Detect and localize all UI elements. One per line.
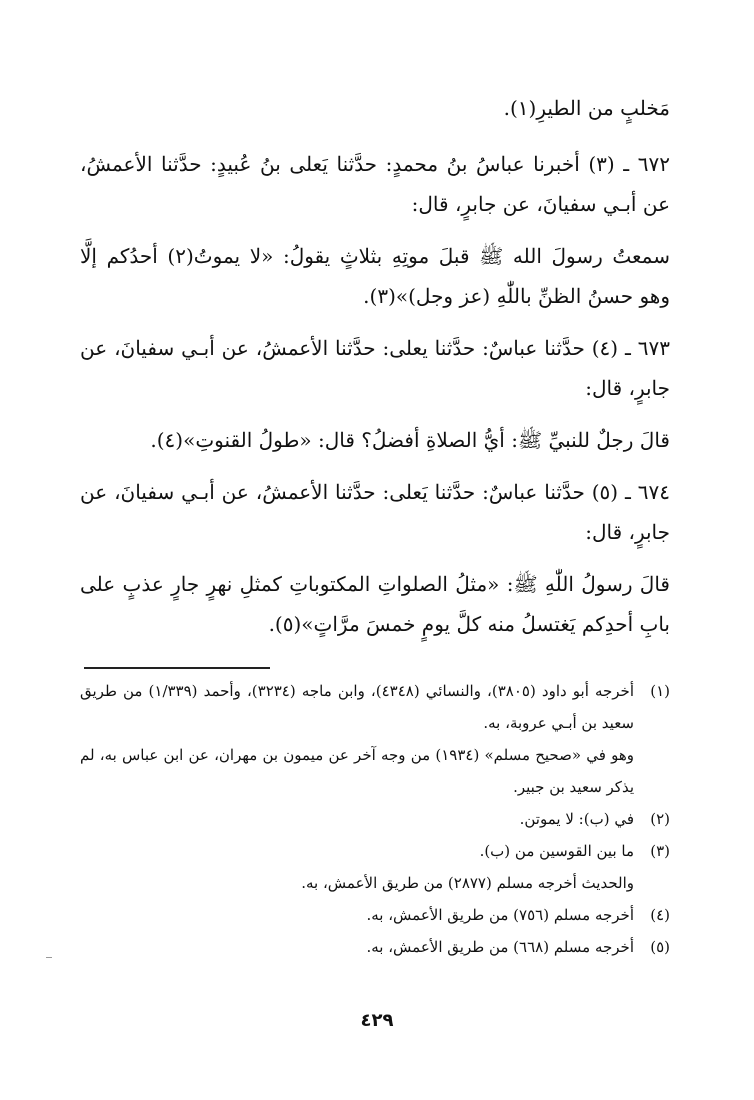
hadith-672-chain: ٦٧٢ ـ (٣) أخبرنا عباسُ بنُ محمدٍ: حدَّثنا يَعلى بنُ عُبيدٍ: حدَّثنا الأعمشُ، عن أبـي سفيانَ، عن جابرٍ، قال: <box>80 152 670 216</box>
hadith-673-text: قالَ رجلٌ للنبيِّ ﷺ: أيُّ الصلاةِ أفضلُ؟ قال: «طولُ القنوتِ»(٤). <box>150 428 670 452</box>
footnote-4 <box>80 899 670 931</box>
footnote-2 <box>80 803 670 835</box>
footnote-3 <box>80 835 670 867</box>
hadith-672-text: سمعتُ رسولَ الله ﷺ قبلَ موتِهِ بثلاثٍ يقولُ: «لا يموتُ(٢) أحدُكم إلَّا وهو حسنُ الظنِّ باللّٰهِ (عز وجل)»(٣). <box>80 244 671 308</box>
footnote-3-continuation: والحديث أخرجه مسلم (٢٨٧٧) من طريق الأعمش، به. <box>301 874 634 892</box>
footnote-number: (١) <box>650 682 670 700</box>
footnote-1-continuation: وهو في «صحيح مسلم» (١٩٣٤) من وجه آخر عن ميمون بن مهران، عن ابن عباس به، لم يذكر سعيد بن جبير. <box>80 746 634 796</box>
footnotes-section <box>80 675 670 963</box>
footnote-5 <box>80 931 670 963</box>
main-text <box>80 88 670 656</box>
hadith-674-text: قالَ رسولُ اللّٰهِ ﷺ: «مثلُ الصلواتِ المكتوباتِ كمثلِ نهرٍ جارٍ عذبٍ على بابِ أحدِكم يَغتسلُ منه كلَّ يومٍ خمسَ مرَّاتٍ»(٥). <box>80 572 670 636</box>
page-number: ٤٢٩ <box>360 1010 394 1031</box>
footnote-number: (٥) <box>650 938 670 956</box>
footnote-number: (٢) <box>650 810 670 828</box>
footnote-divider <box>84 667 270 669</box>
footnote-text: أخرجه مسلم (٦٦٨) من طريق الأعمش، به. <box>366 938 634 956</box>
hadith-673-chain: ٦٧٣ ـ (٤) حدَّثنا عباسٌ: حدَّثنا يعلى: حدَّثنا الأعمشُ، عن أبـي سفيانَ، عن جابرٍ، قال: <box>80 336 670 400</box>
footnote-text: أخرجه أبو داود (٣٨٠٥)، والنسائي (٤٣٤٨)، وابن ماجه (٣٢٣٤)، وأحمد (١/٣٣٩) من طريق سعيد بن أبـي عروبة، به. <box>80 682 634 732</box>
footnote-number: (٤) <box>650 906 670 924</box>
paragraph-continuation: مَخلبٍ من الطيرِ(١). <box>503 96 670 120</box>
footnote-text: ما بين القوسين من (ب). <box>479 842 634 860</box>
footnote-1 <box>80 675 670 739</box>
footnote-text: أخرجه مسلم (٧٥٦) من طريق الأعمش، به. <box>366 906 634 924</box>
hadith-674-chain: ٦٧٤ ـ (٥) حدَّثنا عباسٌ: حدَّثنا يَعلى: حدَّثنا الأعمشُ، عن أبـي سفيانَ، عن جابرٍ، قال: <box>80 480 670 544</box>
margin-mark <box>46 957 52 958</box>
footnote-text: في (ب): لا يموتن. <box>519 810 634 828</box>
footnote-number: (٣) <box>650 842 670 860</box>
